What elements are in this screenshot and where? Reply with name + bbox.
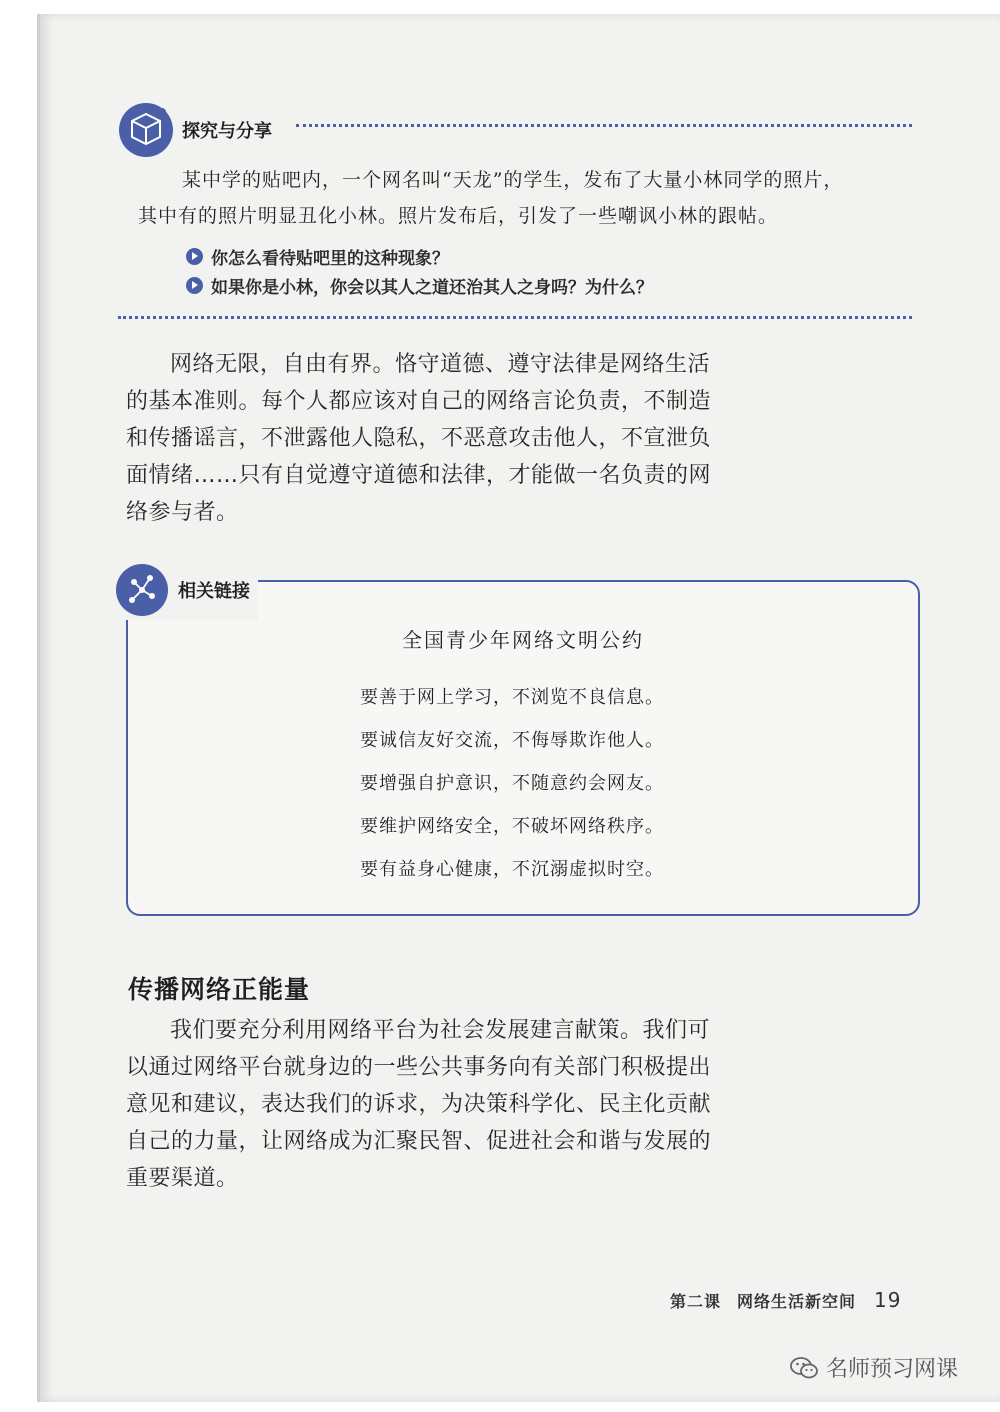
book-spine [0,0,40,1412]
convention-title: 全国青少年网络文明公约 [402,628,644,652]
question-2-text: 如果你是小林，你会以其人之道还治其人之身吗？为什么？ [211,278,653,298]
play-bullet-icon [186,277,203,294]
page-number: 19 [874,1288,902,1312]
convention-rule: 要诚信友好交流，不侮辱欺诈他人。 [360,730,664,751]
explore-line-1: 某中学的贴吧内，一个网名叫“天龙”的学生，发布了大量小林同学的照片， [182,169,844,191]
explore-line-2: 其中有的照片明显丑化小林。照片发布后，引发了一些嘲讽小林的跟帖。 [138,205,779,227]
watermark [790,1352,958,1383]
section-heading: 传播网络正能量 [128,975,311,1004]
explore-title: 探究与分享 [182,121,272,142]
explore-header [116,100,272,160]
lesson-label: 第二课 [670,1292,722,1311]
question-1-text: 你怎么看待贴吧里的这种现象？ [211,249,449,269]
convention-rule: 要增强自护意识，不随意约会网友。 [360,773,664,794]
body-paragraph-2: 我们要充分利用网络平台为社会发展建言献策。我们可以通过网络平台就身边的一些公共事务向有关部门积极提出意见和建议，表达我们的诉求，为决策科学化、民主化贡献自己的力量，让网络成为汇聚民智、促进社会和谐与发展的重要渠道。 [126,1018,712,1191]
page-footer [670,1288,901,1312]
explore-body [138,162,918,234]
explore-bottom-rule [118,316,912,319]
cube-icon [116,100,176,160]
network-icon [112,560,172,620]
question-2 [186,273,653,298]
explore-top-rule [296,124,912,127]
body-paragraph-1: 网络无限，自由有界。恪守道德、遵守法律是网络生活的基本准则。每个人都应该对自己的网络言论负责，不制造和传播谣言，不泄露他人隐私，不恶意攻击他人，不宣泄负面情绪……只有自觉遵守道德和法律，才能做一名负责的网络参与者。 [126,352,712,525]
convention-rules [360,676,664,891]
convention-rule: 要有益身心健康，不沉溺虚拟时空。 [360,859,664,880]
related-link-header [112,560,258,620]
convention-rule: 要善于网上学习，不浏览不良信息。 [360,687,664,708]
question-1 [186,244,449,269]
wechat-icon [790,1356,818,1380]
play-bullet-icon [186,248,203,265]
convention-rule: 要维护网络安全，不破坏网络秩序。 [360,816,664,837]
related-link-title: 相关链接 [178,581,250,602]
lesson-title: 网络生活新空间 [737,1292,857,1311]
watermark-text: 名师预习网课 [826,1357,959,1382]
